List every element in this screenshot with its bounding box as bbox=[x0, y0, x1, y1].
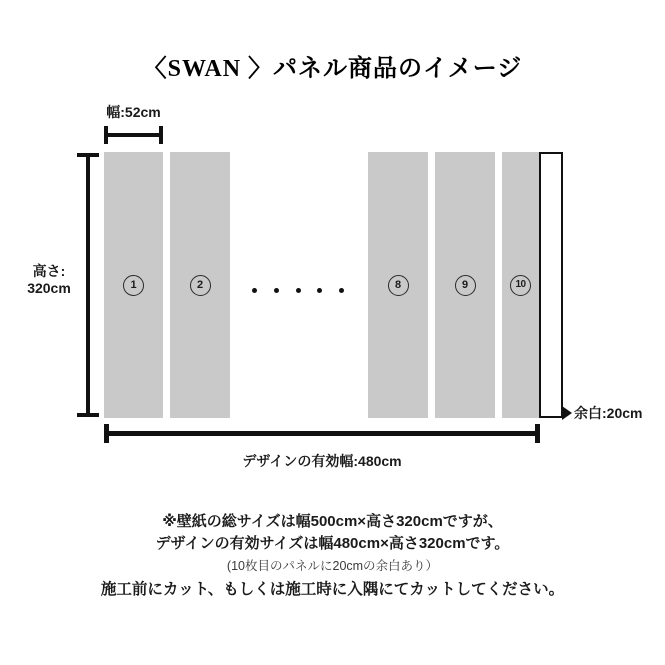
panel-height-measure-line bbox=[86, 153, 90, 417]
note-total-size: ※壁紙の総サイズは幅500cm×高さ320cmですが、 bbox=[162, 513, 503, 530]
panel-9-number-badge: 9 bbox=[455, 275, 476, 296]
panel-10-number-badge: 10 bbox=[510, 275, 531, 296]
margin-panel bbox=[539, 152, 563, 418]
panel-height-label bbox=[16, 263, 82, 297]
panel-1 bbox=[104, 152, 163, 418]
panel-10 bbox=[502, 152, 539, 418]
design-width-measure-line bbox=[104, 431, 540, 436]
design-width-label: デザインの有効幅:480cm bbox=[242, 453, 402, 469]
panel-width-measure-line bbox=[104, 133, 163, 137]
panel-height-label-value: 320cm bbox=[27, 280, 71, 296]
right-triangle-icon bbox=[562, 406, 572, 420]
margin-label-text: 余白:20cm bbox=[574, 405, 643, 421]
panel-2 bbox=[170, 152, 230, 418]
panel-ellipsis bbox=[252, 284, 344, 296]
margin-label bbox=[562, 403, 642, 423]
panel-2-number-badge: 2 bbox=[190, 275, 211, 296]
panel-9 bbox=[435, 152, 495, 418]
panel-8-number-badge: 8 bbox=[388, 275, 409, 296]
note-cut-instruction: 施工前にカット、もしくは施工時に入隅にてカットしてください。 bbox=[100, 581, 565, 598]
notes bbox=[0, 511, 665, 602]
panel-1-number-badge: 1 bbox=[123, 275, 144, 296]
panel-height-label-caption: 高さ: bbox=[32, 263, 66, 279]
panel-width-label: 幅:52cm bbox=[106, 104, 161, 120]
page-title: 〈SWAN 〉パネル商品のイメージ bbox=[142, 56, 523, 82]
note-margin-detail: (10枚目のパネルに20cmの余白あり） bbox=[226, 559, 439, 573]
note-effective-size: デザインの有効サイズは幅480cm×高さ320cmです。 bbox=[155, 535, 510, 552]
panel-8 bbox=[368, 152, 428, 418]
